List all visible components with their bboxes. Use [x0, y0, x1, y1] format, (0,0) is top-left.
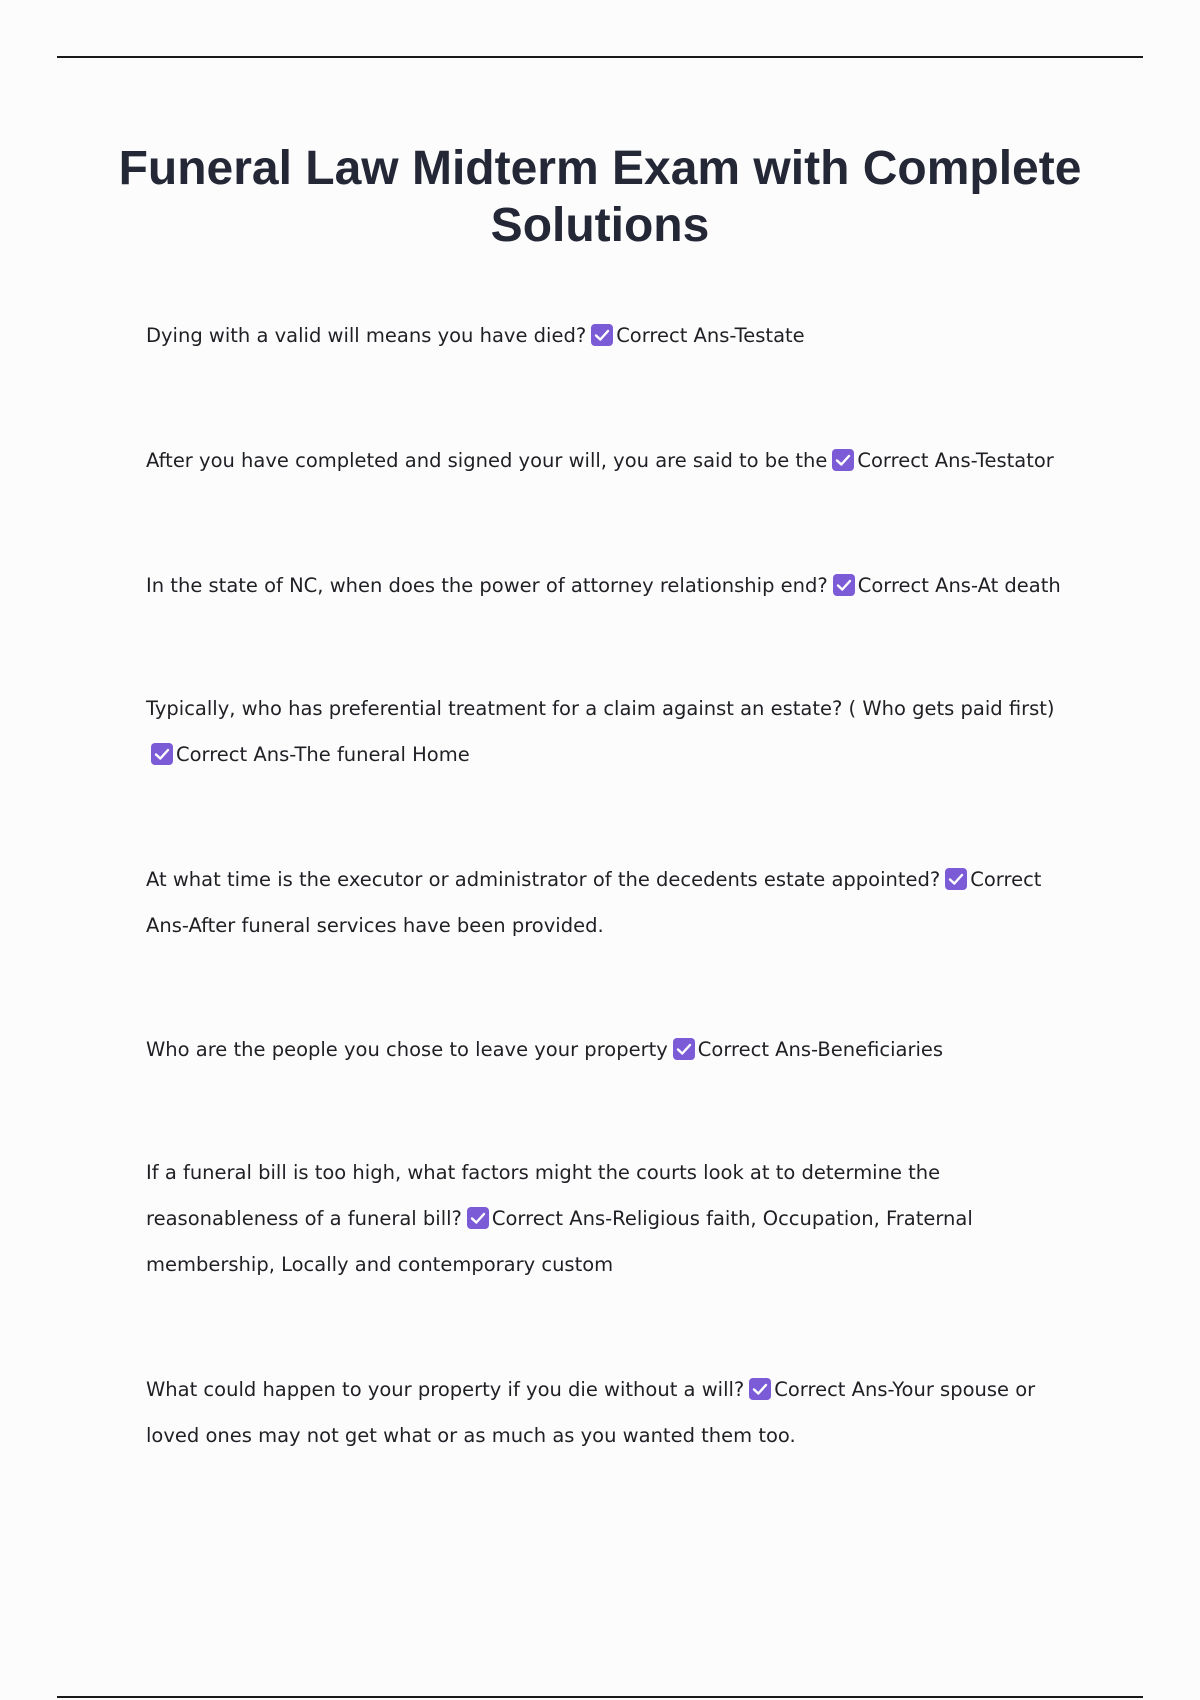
question-text: Who are the people you chose to leave your property — [146, 1038, 668, 1061]
qa-item — [146, 1027, 1076, 1073]
answer-text: Correct Ans-Religious faith, Occupation, Fraternal membership, Locally and contemporary custom — [146, 1207, 973, 1276]
answer-text: Correct Ans-Testate — [616, 324, 805, 347]
qa-item — [146, 438, 1076, 484]
document-title: Funeral Law Midterm Exam with Complete Solutions — [118, 142, 1082, 252]
qa-item — [146, 563, 1076, 609]
question-text: Typically, who has preferential treatment for a claim against an estate? ( Who gets paid first) — [146, 697, 1055, 720]
answer-text: Correct Ans-After funeral services have been provided. — [146, 868, 1042, 937]
checkbox-checked-icon — [833, 574, 855, 596]
question-text: Dying with a valid will means you have died? — [146, 324, 587, 347]
checkbox-checked-icon — [945, 868, 967, 890]
qa-item — [146, 1367, 1076, 1459]
answer-text: Correct Ans-Testator — [857, 449, 1054, 472]
qa-item — [146, 313, 1076, 359]
checkbox-checked-icon — [591, 324, 613, 346]
checkbox-checked-icon — [832, 449, 854, 471]
checkbox-checked-icon — [467, 1207, 489, 1229]
question-text: At what time is the executor or administrator of the decedents estate appointed? — [146, 868, 941, 891]
checkbox-checked-icon — [749, 1378, 771, 1400]
answer-text: Correct Ans-The funeral Home — [176, 743, 470, 766]
question-text: After you have completed and signed your will, you are said to be the — [146, 449, 828, 472]
question-text: What could happen to your property if you die without a will? — [146, 1378, 745, 1401]
question-text: If a funeral bill is too high, what factors might the courts look at to determine the reasonableness of a funeral bill? — [146, 1161, 941, 1230]
bottom-rule — [57, 1696, 1143, 1698]
answer-text: Correct Ans-Your spouse or loved ones may not get what or as much as you wanted them too. — [146, 1378, 1036, 1447]
checkbox-checked-icon — [151, 743, 173, 765]
answer-text: Correct Ans-At death — [857, 574, 1061, 597]
checkbox-checked-icon — [673, 1038, 695, 1060]
qa-item — [146, 1150, 1076, 1288]
qa-item — [146, 857, 1076, 949]
answer-text: Correct Ans-Beneficiaries — [697, 1038, 944, 1061]
qa-item — [146, 686, 1076, 778]
question-text: In the state of NC, when does the power of attorney relationship end? — [146, 574, 828, 597]
